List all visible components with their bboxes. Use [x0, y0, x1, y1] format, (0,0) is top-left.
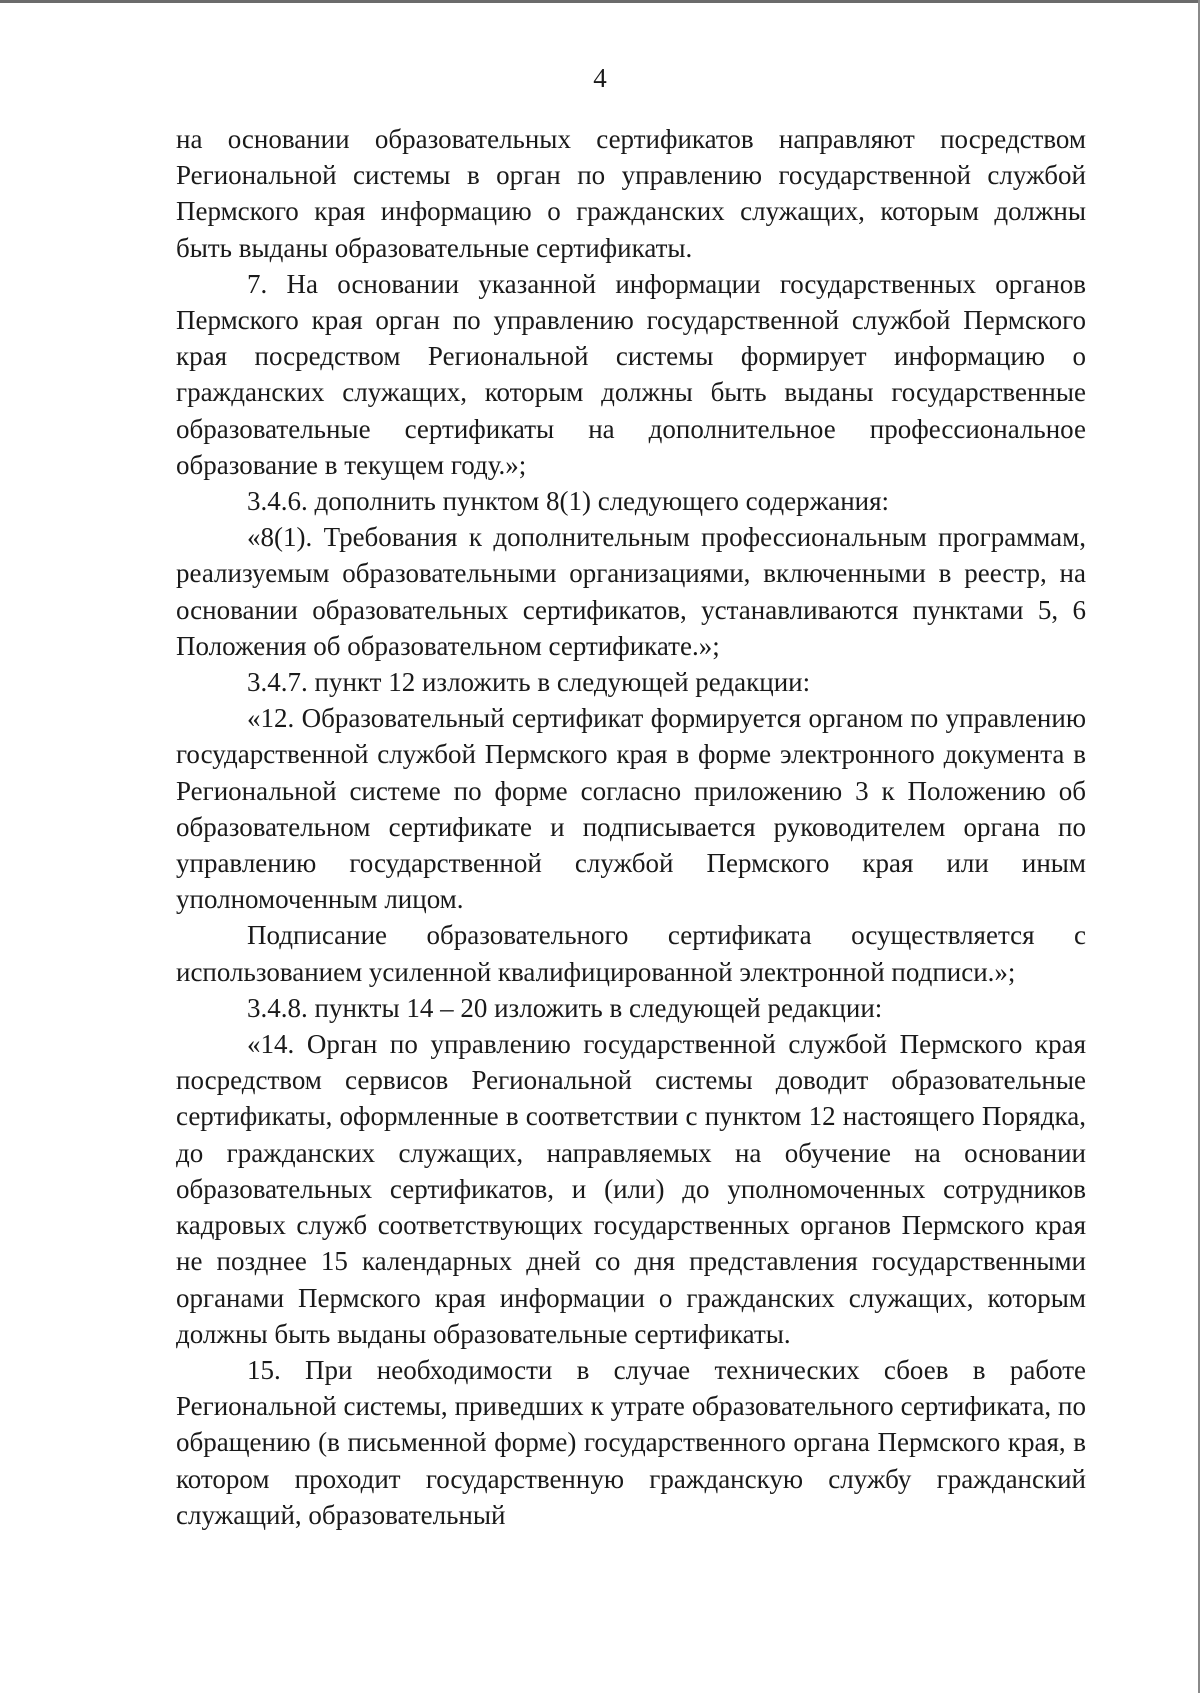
paragraph-amendment-3-4-7: 3.4.7. пункт 12 изложить в следующей редакции: [247, 667, 811, 698]
paragraph-item-14: «14. Орган по управлению государственной службой Пермского края посредством сервисов Региональной системы доводит образовательные сертификаты, оформленные в соответствии с пунктом 12 настоящего Порядка, до гражданских служащих, направляемых на обучение на основании образовательных сертификатов, и (или) до уполномоченных сотрудников кадровых служб соответствующих государственных органов Пермского края не позднее 15 календарных дней со дня представления государственными органами Пермского края информации о гражданских служащих, которым должны быть выданы образовательные сертификаты. [176, 1029, 1086, 1349]
paragraph-signing: Подписание образовательного сертификата осуществляется с использованием усиленной квалифицированной электронной подписи.»; [176, 920, 1086, 987]
paragraph-amendment-3-4-8: 3.4.8. пункты 14 – 20 изложить в следующей редакции: [247, 992, 883, 1023]
scan-edge-top [0, 0, 1200, 3]
paragraph-item-8-1: «8(1). Требования к дополнительным профессиональным программам, реализуемым образовательными организациями, включенными в реестр, на основании образовательных сертификатов, устанавливаются пунктами 5, 6 Положения об образовательном сертификате.»; [176, 522, 1086, 661]
page-number: 4 [593, 63, 607, 93]
document-body [176, 121, 1086, 1533]
paragraph-amendment-3-4-6: 3.4.6. дополнить пунктом 8(1) следующего содержания: [247, 486, 890, 517]
paragraph-item-15: 15. При необходимости в случае технических сбоев в работе Региональной системы, приведших к утрате образовательного сертификата, по обращению (в письменной форме) государственного органа Пермского края, в котором проходит государственную гражданскую службу гражданский служащий, образовательный [176, 1354, 1086, 1530]
paragraph-continuation: на основании образовательных сертификатов направляют посредством Региональной системы в орган по управлению государственной службой Пермского края информацию о гражданских служащих, которым должны быть выданы образовательные сертификаты. [176, 124, 1086, 263]
paragraph-item-12: «12. Образовательный сертификат формируется органом по управлению государственной службой Пермского края в форме электронного документа в Региональной системе по форме согласно приложению 3 к Положению об образовательном сертификате и подписывается руководителем органа по управлению государственной службой Пермского края или иным уполномоченным лицом. [176, 703, 1086, 915]
paragraph-item-7: 7. На основании указанной информации государственных органов Пермского края орган по управлению государственной службой Пермского края посредством Региональной системы формирует информацию о гражданских служащих, которым должны быть выданы государственные образовательные сертификаты на дополнительное профессиональное образование в текущем году.»; [176, 268, 1086, 480]
